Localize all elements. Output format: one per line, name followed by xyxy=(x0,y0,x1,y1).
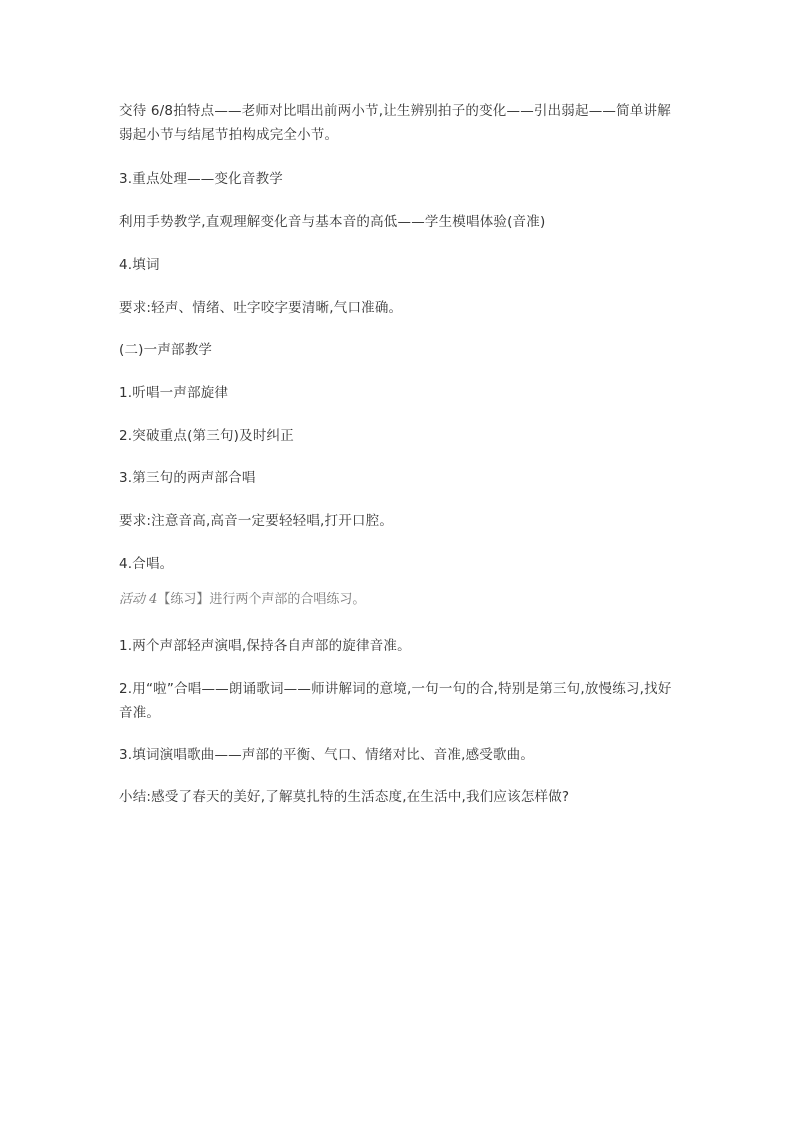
paragraph-summary: 小结:感受了春天的美好,了解莫扎特的生活态度,在生活中,我们应该怎样做? xyxy=(119,789,570,805)
paragraph-gesture-teaching: 利用手势教学,直观理解变化音与基本音的高低——学生模唱体验(音准) xyxy=(119,214,546,230)
paragraph-listen-sing: 1.听唱一声部旋律 xyxy=(119,385,229,401)
paragraph-breakthrough: 2.突破重点(第三句)及时纠正 xyxy=(119,428,294,444)
paragraph-heading-part-one: (二)一声部教学 xyxy=(119,342,213,358)
paragraph-practice-2: 2.用“啦”合唱——朗诵歌词——师讲解词的意境,一句一句的合,特别是第三句,放慢练习,找好音准。 xyxy=(119,681,672,721)
activity-text: 【练习】进行两个声部的合唱练习。 xyxy=(157,592,366,607)
paragraph-practice-1: 1.两个声部轻声演唱,保持各自声部的旋律音准。 xyxy=(119,638,411,654)
paragraph-requirement-1: 要求:轻声、情绪、吐字咬字要清晰,气口准确。 xyxy=(119,300,403,316)
paragraph-meter-intro: 交待 6/8拍特点——老师对比唱出前两小节,让生辨别拍子的变化——引出弱起——简单讲解弱起小节与结尾节拍构成完全小节。 xyxy=(119,103,671,143)
paragraph-chorus: 4.合唱。 xyxy=(119,556,174,572)
paragraph-two-part-chorus: 3.第三句的两声部合唱 xyxy=(119,470,256,486)
paragraph-heading-fill-lyrics: 4.填词 xyxy=(119,257,160,273)
paragraph-heading-key-point: 3.重点处理——变化音教学 xyxy=(119,171,283,187)
activity-label: 活动 4 xyxy=(119,592,158,607)
paragraph-requirement-2: 要求:注意音高,高音一定要轻轻唱,打开口腔。 xyxy=(119,513,394,529)
paragraph-practice-3: 3.填词演唱歌曲——声部的平衡、气口、情绪对比、音准,感受歌曲。 xyxy=(119,747,535,763)
activity-line xyxy=(119,590,679,610)
